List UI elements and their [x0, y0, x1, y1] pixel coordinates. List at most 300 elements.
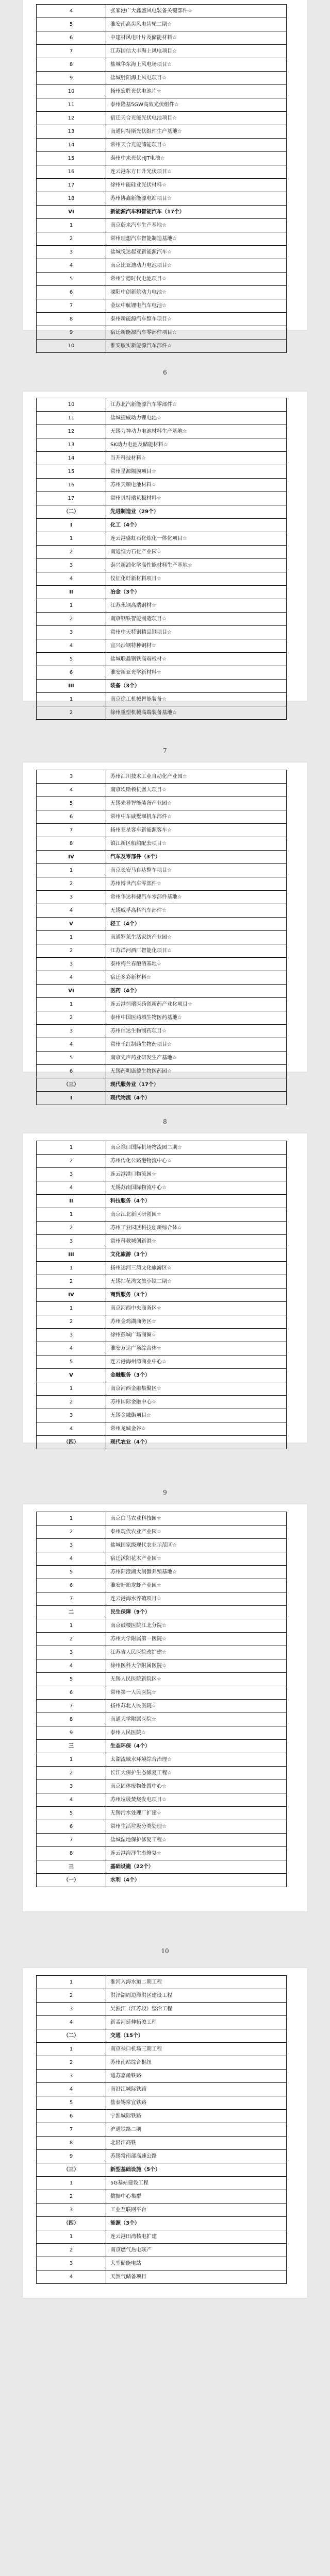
project-name: 苏州协鑫新能源电站项目☆	[106, 192, 287, 206]
row-number: 6	[37, 286, 106, 299]
row-number: 1	[37, 2043, 106, 2056]
project-name: 金融服务（3个）	[106, 1369, 287, 1382]
table-row	[37, 85, 287, 98]
row-number: 13	[37, 125, 106, 139]
row-number: 8	[37, 1713, 106, 1726]
table-row	[37, 1740, 287, 1753]
table-row	[37, 492, 287, 505]
table-row	[37, 1976, 287, 1989]
row-number: 1	[37, 1512, 106, 1526]
row-number: 1	[37, 1141, 106, 1155]
project-name: 常州理想汽车智能制造基地☆	[106, 232, 287, 246]
row-number: 1	[37, 998, 106, 1011]
table-row	[37, 891, 287, 904]
row-number: 4	[37, 2083, 106, 2096]
row-number: 2	[37, 546, 106, 559]
project-name: 连云港田湾核电扩建	[106, 2230, 287, 2244]
table-row	[37, 2043, 287, 2056]
table-row	[37, 1342, 287, 1355]
table-row	[37, 1820, 287, 1834]
row-number: V	[37, 918, 106, 931]
project-name: 南京河西金融集聚区☆	[106, 1382, 287, 1396]
row-number: 8	[37, 837, 106, 851]
project-name: 宿迁天合光能光伏电池项目☆	[106, 112, 287, 125]
project-name: 宜兴沙钢特种钢材☆	[106, 639, 287, 653]
project-name: 淮安南高齿风电齿轮二期☆	[106, 18, 287, 31]
table-row	[37, 1222, 287, 1235]
project-name: 新能源汽车和智能汽车（17个）	[106, 206, 287, 219]
table-row	[37, 1646, 287, 1659]
project-name: 淮安万达广场综合体☆	[106, 1342, 287, 1355]
row-number: 12	[37, 425, 106, 438]
table-page-6	[36, 1975, 287, 2284]
row-number: 7	[37, 45, 106, 58]
row-number: 4	[37, 2016, 106, 2029]
row-number: （二）	[37, 2029, 106, 2043]
table-row	[37, 192, 287, 206]
project-name: 盐城湿地保护修复工程☆	[106, 1834, 287, 1847]
row-number: 3	[37, 1235, 106, 1248]
table-row	[37, 313, 287, 326]
row-number: （三）	[37, 1078, 106, 1092]
project-name: 江苏省人民医院改扩建☆	[106, 1646, 287, 1659]
table-row	[37, 1329, 287, 1342]
project-name: 苏州信达生物制药项目☆	[106, 1025, 287, 1038]
row-number: 2	[37, 877, 106, 891]
table-row	[37, 31, 287, 45]
row-number: III	[37, 680, 106, 693]
project-table	[36, 1975, 287, 2284]
project-table	[36, 398, 287, 720]
project-name: 江苏北汽新能源汽车零部件☆	[106, 398, 287, 412]
project-name: 医药（4个）	[106, 985, 287, 998]
table-row	[37, 2070, 287, 2083]
row-number: II	[37, 586, 106, 599]
table-row	[37, 586, 287, 599]
row-number: 5	[37, 18, 106, 31]
table-row	[37, 837, 287, 851]
project-name: 吴淞江（江苏段）整治工程	[106, 2003, 287, 2016]
project-name: 通苏嘉甬铁路	[106, 2070, 287, 2083]
row-number: 3	[37, 1780, 106, 1793]
table-row	[37, 18, 287, 31]
project-name: 苏州南站综合枢纽	[106, 2056, 287, 2070]
table-row	[37, 1526, 287, 1539]
project-name: 南京徐工机械智能装备☆	[106, 693, 287, 706]
table-row	[37, 1686, 287, 1700]
project-name: 南京白马农业科技园☆	[106, 1512, 287, 1526]
project-name: 连云港海洋生态修复☆	[106, 1847, 287, 1860]
project-name: 徐州重型机械高端装备基地☆	[106, 706, 287, 720]
table-row	[37, 1592, 287, 1606]
project-name: 南京先声药业研发生产基地☆	[106, 1052, 287, 1065]
project-name: 常州华达科捷汽车零部件基地☆	[106, 891, 287, 904]
row-number: 4	[37, 1422, 106, 1436]
table-row	[37, 72, 287, 85]
row-number: 1	[37, 219, 106, 232]
page-number: 10	[161, 1947, 169, 1955]
project-name: 连云港港口物流园☆	[106, 1168, 287, 1181]
row-number: 2	[37, 1222, 106, 1235]
row-number: 2	[37, 1989, 106, 2003]
row-number: 11	[37, 98, 106, 112]
row-number: 1	[37, 693, 106, 706]
table-row	[37, 1038, 287, 1052]
project-name: 宿迁多彩新材料☆	[106, 971, 287, 985]
table-row	[37, 1078, 287, 1092]
table-row	[37, 479, 287, 492]
row-number: 6	[37, 810, 106, 824]
table-row	[37, 1369, 287, 1382]
table-row	[37, 824, 287, 837]
project-table	[36, 4, 287, 353]
project-name: 常州星源隔膜项目☆	[106, 465, 287, 479]
project-name: 洪泽湖周边滞洪区建设工程	[106, 1989, 287, 2003]
row-number: 4	[37, 1793, 106, 1807]
project-name: 盐泰锡常宜铁路	[106, 2096, 287, 2110]
table-row	[37, 1409, 287, 1422]
project-name: 苏州工业园区科技创新综合体☆	[106, 1222, 287, 1235]
project-name: 苏州天顺电池材料☆	[106, 479, 287, 492]
row-number: 2	[37, 2244, 106, 2257]
row-number: 3	[37, 1646, 106, 1659]
row-number: 3	[37, 891, 106, 904]
row-number: 4	[37, 1342, 106, 1355]
project-name: 苏锡常南部高速公路	[106, 2150, 287, 2163]
row-number: 4	[37, 1038, 106, 1052]
page-number: 9	[163, 1489, 167, 1496]
table-row	[37, 1025, 287, 1038]
project-name: 江苏洋河酒厂智能化项目☆	[106, 944, 287, 958]
table-row	[37, 1355, 287, 1369]
table-row	[37, 1847, 287, 1860]
table-row	[37, 98, 287, 112]
row-number: 7	[37, 824, 106, 837]
project-name: 常州科教城创新港☆	[106, 1235, 287, 1248]
row-number: 4	[37, 1181, 106, 1195]
table-row	[37, 412, 287, 425]
table-row	[37, 1235, 287, 1248]
project-name: 溧阳中创新航动力电池☆	[106, 286, 287, 299]
project-name: 常州生活垃圾分类处理☆	[106, 1820, 287, 1834]
project-name: 连云港恒瑞医药创新药产业化项目☆	[106, 998, 287, 1011]
row-number: 4	[37, 639, 106, 653]
row-number: 4	[37, 1552, 106, 1566]
table-row	[37, 438, 287, 452]
table-row	[37, 2150, 287, 2163]
project-name: 泰州隆基5GW高效光伏组件☆	[106, 98, 287, 112]
row-number: V	[37, 1369, 106, 1382]
project-name: 常州天合光能储能项目☆	[106, 139, 287, 152]
table-row	[37, 152, 287, 165]
row-number: 6	[37, 666, 106, 680]
row-number: 3	[37, 1409, 106, 1422]
project-name: 南通恒力石化产业园☆	[106, 546, 287, 559]
row-number: 16	[37, 479, 106, 492]
row-number: 10	[37, 340, 106, 353]
table-row	[37, 45, 287, 58]
project-name: 仪征化纤新材料项目☆	[106, 572, 287, 586]
row-number: 4	[37, 259, 106, 273]
project-name: 常州龙城金谷☆	[106, 1422, 287, 1436]
row-number: 2	[37, 706, 106, 720]
table-row	[37, 2056, 287, 2070]
table-row	[37, 246, 287, 259]
row-number: 7	[37, 1592, 106, 1606]
project-name: 南通阿特斯光伏组件生产基地☆	[106, 125, 287, 139]
project-name: 文化旅游（3个）	[106, 1248, 287, 1262]
project-name: 南京固体废物处置中心☆	[106, 1780, 287, 1793]
project-name: 南通罗莱生活家纺产业园☆	[106, 931, 287, 944]
project-name: 无锡金融街项目☆	[106, 1409, 287, 1422]
project-name: 数据中心集群	[106, 2190, 287, 2204]
table-row	[37, 1422, 287, 1436]
table-row	[37, 784, 287, 797]
table-page-5	[36, 1512, 287, 1887]
project-name: 徐州中能硅业光伏材料☆	[106, 179, 287, 192]
table-row	[37, 2029, 287, 2043]
row-number: 4	[37, 904, 106, 918]
row-number: 2	[37, 1526, 106, 1539]
row-number: 2	[37, 1275, 106, 1289]
row-number: 9	[37, 326, 106, 340]
table-row	[37, 1539, 287, 1552]
table-row	[37, 465, 287, 479]
row-number: 3	[37, 1539, 106, 1552]
table-row	[37, 1382, 287, 1396]
row-number: 13	[37, 438, 106, 452]
row-number: 3	[37, 1329, 106, 1342]
table-row	[37, 1579, 287, 1592]
table-row	[37, 2123, 287, 2137]
project-name: 盐城射阳海上风电项目☆	[106, 72, 287, 85]
row-number: 5	[37, 797, 106, 810]
project-name: 苏州国际金融中心☆	[106, 1396, 287, 1409]
table-row	[37, 452, 287, 465]
table-row	[37, 985, 287, 998]
table-row	[37, 559, 287, 572]
project-name: 无锡人民医院新院区☆	[106, 1673, 287, 1686]
table-row	[37, 931, 287, 944]
row-number: 6	[37, 1686, 106, 1700]
project-name: 泰州梅兰春酿酒基地☆	[106, 958, 287, 971]
table-row	[37, 2204, 287, 2217]
row-number: 1	[37, 931, 106, 944]
table-row	[37, 1011, 287, 1025]
row-number: 3	[37, 2003, 106, 2016]
project-name: 泰州中来光伏HJT电池☆	[106, 152, 287, 165]
row-number: 8	[37, 1847, 106, 1860]
row-number: 7	[37, 1834, 106, 1847]
table-row	[37, 1619, 287, 1633]
row-number: 3	[37, 626, 106, 639]
table-row	[37, 1606, 287, 1619]
project-name: 无锡药明康德生物医药园☆	[106, 1065, 287, 1078]
project-name: 宿迁新能源汽车零部件项目☆	[106, 326, 287, 340]
row-number: 2	[37, 2190, 106, 2204]
row-number: 17	[37, 179, 106, 192]
project-name: 张家港广大鑫盛风电装备关键部件☆	[106, 5, 287, 18]
row-number: II	[37, 1195, 106, 1208]
project-name: 苏州垃圾焚烧发电项目☆	[106, 1793, 287, 1807]
project-name: 江苏永钢高端钢材☆	[106, 599, 287, 613]
table-page-3	[36, 770, 287, 1105]
project-name: 南沿江城际铁路	[106, 2083, 287, 2096]
project-name: 苏州博世汽车零部件☆	[106, 877, 287, 891]
project-name: 商贸服务（3个）	[106, 1289, 287, 1302]
table-row	[37, 1289, 287, 1302]
table-row	[37, 273, 287, 286]
project-name: 南京禄口国际机场物流园二期☆	[106, 1141, 287, 1155]
row-number: 1	[37, 1753, 106, 1767]
project-name: 泰州人民医院☆	[106, 1726, 287, 1740]
page-number: 6	[163, 369, 167, 376]
project-name: 冶金（3个）	[106, 586, 287, 599]
row-number: 3	[37, 2257, 106, 2270]
table-row	[37, 125, 287, 139]
project-name: 新型基础设施（5个）	[106, 2163, 287, 2177]
row-number: 5	[37, 2096, 106, 2110]
project-name: 南京江北新区研创园☆	[106, 1208, 287, 1222]
row-number: 1	[37, 1619, 106, 1633]
project-name: 徐州医科大学附属医院☆	[106, 1659, 287, 1673]
project-name: 现代物流（4个）	[106, 1092, 287, 1105]
project-name: 太湖流域水环境综合治理☆	[106, 1753, 287, 1767]
table-row	[37, 613, 287, 626]
table-row	[37, 770, 287, 784]
project-name: 宿迁沭阳花木产业园☆	[106, 1552, 287, 1566]
table-row	[37, 639, 287, 653]
row-number: III	[37, 1248, 106, 1262]
row-number: 2	[37, 232, 106, 246]
row-number: 1	[37, 864, 106, 877]
row-number: 14	[37, 139, 106, 152]
row-number: 9	[37, 2150, 106, 2163]
row-number: 11	[37, 412, 106, 425]
row-number: 8	[37, 2137, 106, 2150]
table-row	[37, 532, 287, 546]
project-name: 中建材风电叶片及储能材料☆	[106, 31, 287, 45]
table-row	[37, 1168, 287, 1181]
page-number: 8	[163, 1118, 167, 1125]
row-number: 8	[37, 58, 106, 72]
project-name: 无锡力神动力电池材料生产基地☆	[106, 425, 287, 438]
table-row	[37, 693, 287, 706]
row-number: 4	[37, 5, 106, 18]
project-name: 苏州传化公路港物流中心☆	[106, 1155, 287, 1168]
table-row	[37, 572, 287, 586]
project-name: 装备（3个）	[106, 680, 287, 693]
row-number: （四）	[37, 1436, 106, 1449]
table-row	[37, 2083, 287, 2096]
table-row	[37, 971, 287, 985]
project-name: 镇江新区船舶配套项目☆	[106, 837, 287, 851]
project-name: 无锡威孚高科汽车部件☆	[106, 904, 287, 918]
table-page-1	[36, 4, 287, 353]
project-name: 能源（3个）	[106, 2217, 287, 2230]
table-row	[37, 1673, 287, 1686]
row-number: 2	[37, 2056, 106, 2070]
table-row	[37, 998, 287, 1011]
row-number: 1	[37, 599, 106, 613]
project-name: 泰州中国医药城生物医药基地☆	[106, 1011, 287, 1025]
table-row	[37, 1659, 287, 1673]
project-name: 苏州阳澄湖大闸蟹养殖基地☆	[106, 1566, 287, 1579]
table-row	[37, 2244, 287, 2257]
project-name: 扬州运河三湾文化旅游区☆	[106, 1262, 287, 1275]
row-number: 3	[37, 958, 106, 971]
row-number: 15	[37, 152, 106, 165]
row-number: 5	[37, 653, 106, 666]
row-number: 1	[37, 1382, 106, 1396]
row-number: 2	[37, 944, 106, 958]
table-row	[37, 1065, 287, 1078]
table-row	[37, 1989, 287, 2003]
table-row	[37, 1793, 287, 1807]
table-row	[37, 1208, 287, 1222]
table-row	[37, 877, 287, 891]
row-number: （四）	[37, 2217, 106, 2230]
project-name: 常州中天特钢精品钢项目☆	[106, 626, 287, 639]
row-number: 9	[37, 72, 106, 85]
row-number: 1	[37, 1302, 106, 1315]
table-row	[37, 546, 287, 559]
project-name: 南京比亚迪动力电池项目☆	[106, 259, 287, 273]
project-name: 化工（4个）	[106, 519, 287, 532]
project-name: 盐城捷威动力锂电池☆	[106, 412, 287, 425]
row-number: 7	[37, 299, 106, 313]
project-name: 民生保障（9个）	[106, 1606, 287, 1619]
row-number: 5	[37, 1673, 106, 1686]
project-name: 苏州汇川技术工业自动化产业园☆	[106, 770, 287, 784]
table-row	[37, 797, 287, 810]
table-row	[37, 1141, 287, 1155]
project-name: 无锡苏南国际物流中心☆	[106, 1181, 287, 1195]
project-name: 常州贝特瑞负极材料☆	[106, 492, 287, 505]
project-table	[36, 1141, 287, 1449]
row-number: 3	[37, 2070, 106, 2083]
table-row	[37, 1767, 287, 1780]
project-name: 南京钢铁智能制造项目☆	[106, 613, 287, 626]
row-number: 4	[37, 971, 106, 985]
row-number: VI	[37, 985, 106, 998]
row-number: I	[37, 519, 106, 532]
table-row	[37, 1552, 287, 1566]
project-name: 盐城联鑫钢铁高端板材☆	[106, 653, 287, 666]
table-row	[37, 425, 287, 438]
row-number: 3	[37, 1168, 106, 1181]
project-name: 南京燃气热电联产	[106, 2244, 287, 2257]
project-name: 淮安新亚光学新材料☆	[106, 666, 287, 680]
row-number: 6	[37, 1579, 106, 1592]
row-number: 2	[37, 613, 106, 626]
project-name: 当升科技材料☆	[106, 452, 287, 465]
table-row	[37, 232, 287, 246]
row-number: 三	[37, 1860, 106, 1874]
table-row	[37, 5, 287, 18]
table-row	[37, 206, 287, 219]
project-name: 先进制造业（29个）	[106, 505, 287, 519]
row-number: 5	[37, 1807, 106, 1820]
row-number: 2	[37, 1633, 106, 1646]
project-name: 苏州大学附属第一医院☆	[106, 1633, 287, 1646]
table-row	[37, 1275, 287, 1289]
table-row	[37, 626, 287, 639]
project-name: 盐城国家级现代农业示范区☆	[106, 1539, 287, 1552]
row-number: 二	[37, 1606, 106, 1619]
table-row	[37, 1726, 287, 1740]
row-number: 1	[37, 2230, 106, 2244]
